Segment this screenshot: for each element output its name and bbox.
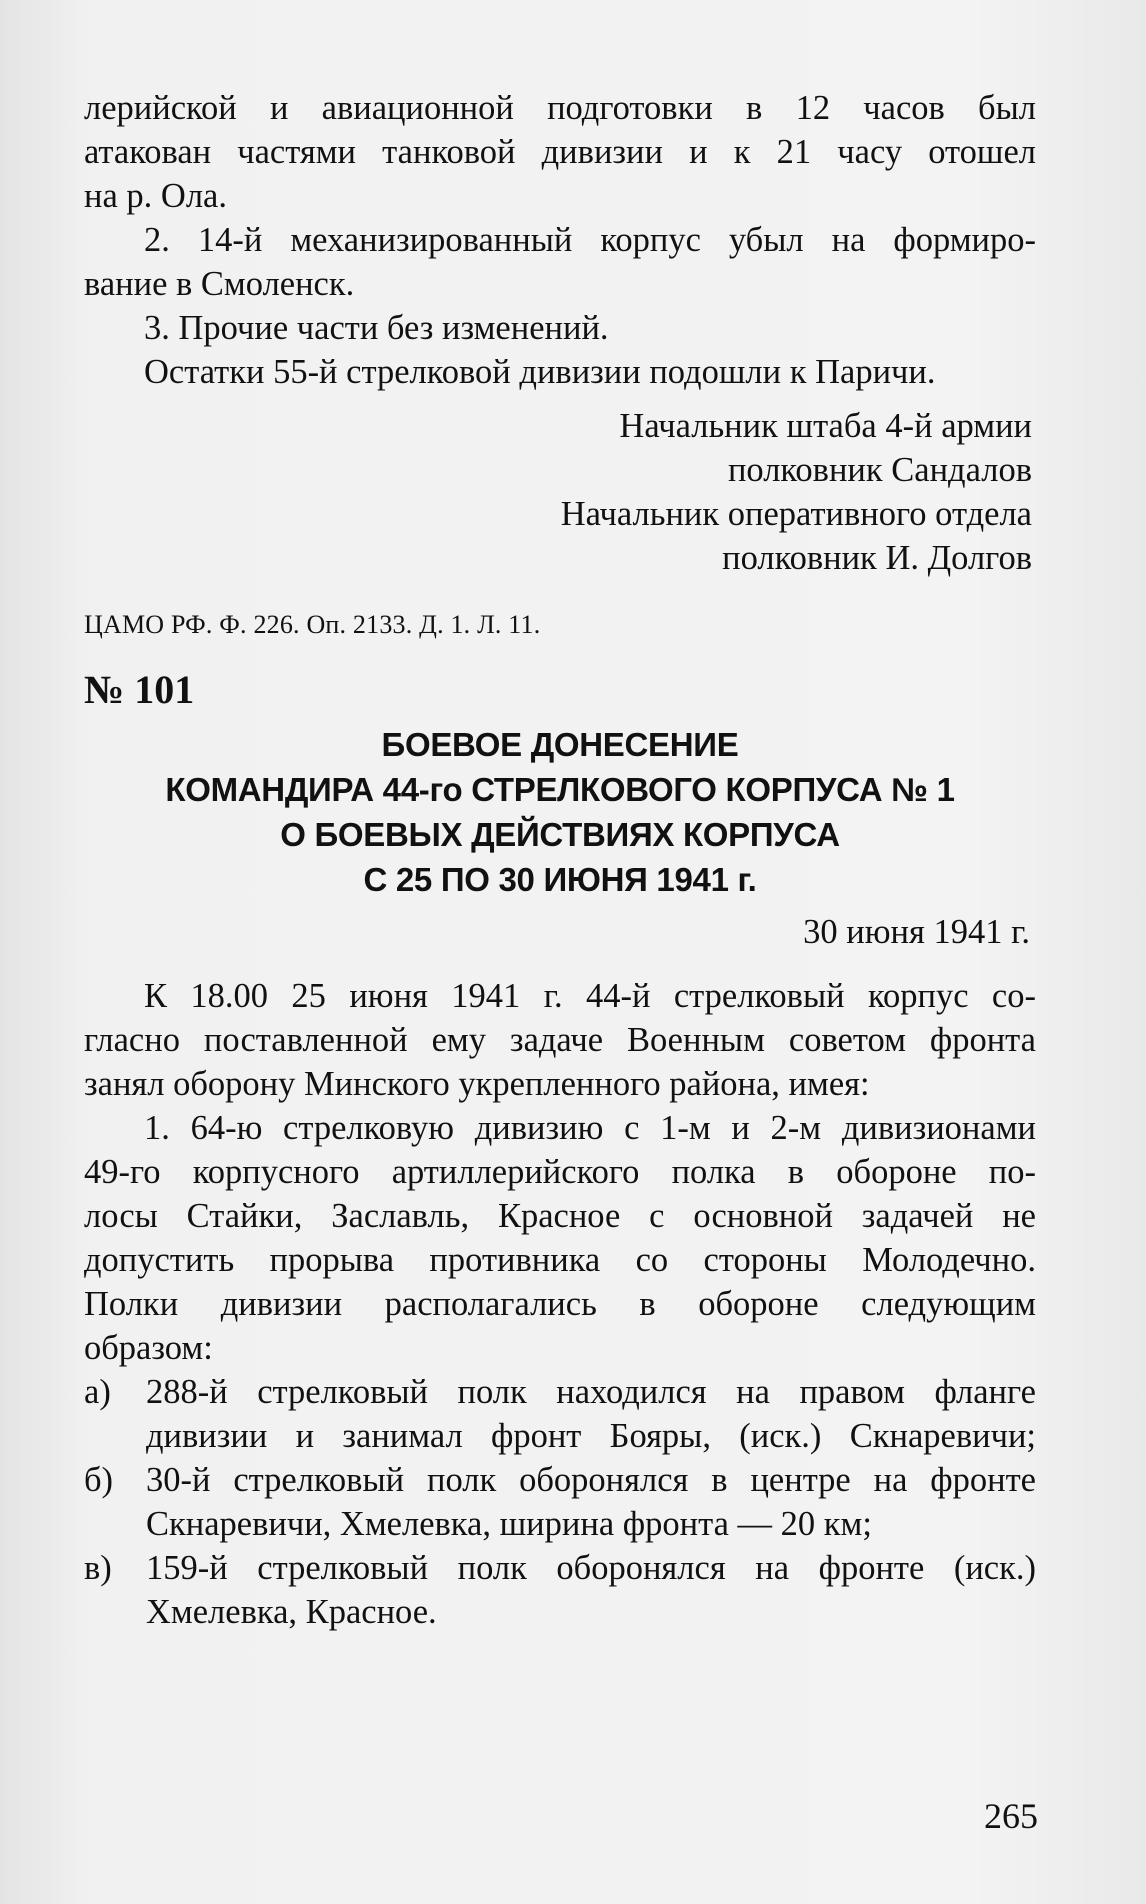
page-number: 265 bbox=[984, 1796, 1038, 1836]
text-line: на р. Ола. bbox=[84, 177, 227, 215]
list-item-3 bbox=[84, 306, 1036, 350]
text-line: 3. Прочие части без изменений. bbox=[144, 309, 609, 347]
text-line: вание в Смоленск. bbox=[84, 265, 355, 303]
document-number: № 101 bbox=[84, 667, 195, 712]
document-title bbox=[84, 722, 1036, 902]
text-line: 1. 64-ю стрелковую дивизию с 1-м и 2-м дивизионами bbox=[144, 1109, 1036, 1147]
item-marker: в) bbox=[84, 1549, 112, 1587]
sub-item-c bbox=[84, 1546, 1036, 1634]
text-line: 288-й стрелковый полк находился на правом фланге bbox=[146, 1373, 1036, 1411]
archive-source: ЦАМО РФ. Ф. 226. Оп. 2133. Д. 1. Л. 11. bbox=[84, 610, 541, 639]
item-marker: а) bbox=[84, 1373, 111, 1411]
title-line: КОМАНДИРА 44-го СТРЕЛКОВОГО КОРПУСА № 1 bbox=[165, 771, 955, 808]
text-line: занял оборону Минского укрепленного района, имея: bbox=[84, 1065, 870, 1103]
title-line: С 25 ПО 30 ИЮНЯ 1941 г. bbox=[363, 861, 757, 898]
item-marker: б) bbox=[84, 1461, 114, 1499]
point-1 bbox=[84, 1106, 1036, 1370]
text-line: Полки дивизии располагались в обороне следующим bbox=[84, 1285, 1036, 1323]
text-line: образом: bbox=[84, 1329, 213, 1367]
list-item-2-cont bbox=[84, 262, 1036, 306]
signature-line: полковник И. Долгов bbox=[722, 539, 1032, 577]
text-line: Хмелевка, Красное. bbox=[146, 1593, 437, 1631]
text-line: дивизии и занимал фронт Бояры, (иск.) Скнаревичи; bbox=[146, 1417, 1036, 1455]
text-line: 2. 14-й механизированный корпус убыл на формиро- bbox=[144, 221, 1036, 259]
title-line: О БОЕВЫХ ДЕЙСТВИЯХ КОРПУСА bbox=[280, 816, 840, 853]
document-page bbox=[84, 86, 1036, 1634]
signature-block bbox=[84, 404, 1036, 580]
list-item-2 bbox=[84, 218, 1036, 262]
text-line: 30-й стрелковый полк оборонялся в центре на фронте bbox=[146, 1461, 1036, 1499]
document-date: 30 июня 1941 г. bbox=[803, 913, 1030, 951]
sub-item-b bbox=[84, 1458, 1036, 1546]
text-line: 159-й стрелковый полк оборонялся на фронте (иск.) bbox=[146, 1549, 1036, 1587]
text-line: Скнаревичи, Хмелевка, ширина фронта — 20 км; bbox=[146, 1505, 872, 1543]
body-intro bbox=[84, 974, 1036, 1106]
text-line: Остатки 55-й стрелковой дивизии подошли к Паричи. bbox=[144, 353, 936, 391]
text-line: лосы Стайки, Заславль, Красное с основной задачей не bbox=[84, 1197, 1036, 1235]
text-line: атакован частями танковой дивизии и к 21 часу отошел bbox=[84, 133, 1036, 171]
signature-line: Начальник оперативного отдела bbox=[560, 495, 1032, 533]
signature-line: полковник Сандалов bbox=[727, 451, 1032, 489]
text-line: гласно поставленной ему задаче Военным советом фронта bbox=[84, 1021, 1036, 1059]
text-line: К 18.00 25 июня 1941 г. 44-й стрелковый корпус со- bbox=[144, 977, 1036, 1015]
text-line: допустить прорыва противника со стороны Молодечно. bbox=[84, 1241, 1036, 1279]
top-paragraph bbox=[84, 86, 1036, 218]
sub-item-a bbox=[84, 1370, 1036, 1458]
text-line: 49-го корпусного артиллерийского полка в обороне по- bbox=[84, 1153, 1036, 1191]
title-line: БОЕВОЕ ДОНЕСЕНИЕ bbox=[381, 726, 739, 763]
text-line: лерийской и авиационной подготовки в 12 часов был bbox=[84, 89, 1036, 127]
remnants-paragraph bbox=[84, 350, 1036, 394]
signature-line: Начальник штаба 4-й армии bbox=[619, 407, 1032, 445]
